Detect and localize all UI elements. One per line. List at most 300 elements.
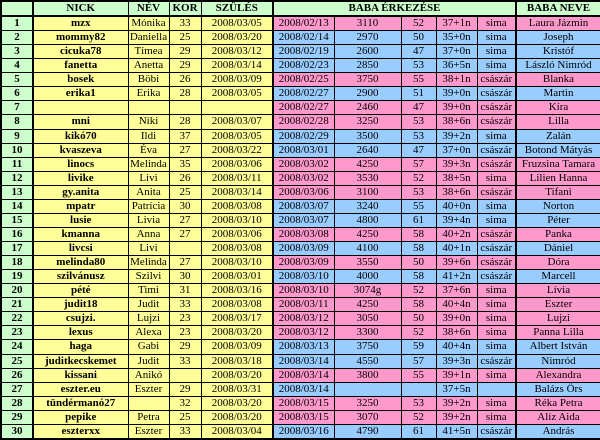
table-row xyxy=(1,340,600,354)
cell-kor: 30 xyxy=(169,270,201,284)
cell-baby-name: Kristóf xyxy=(516,45,600,59)
cell-baby-name: Alíz Aida xyxy=(516,410,600,424)
cell-gestation-week: 40+4n xyxy=(436,340,477,354)
cell-kor: 37 xyxy=(169,129,201,143)
cell-szules: 2008/03/20 xyxy=(201,410,273,424)
row-number: 21 xyxy=(1,298,33,312)
cell-nev: Lujzi xyxy=(128,312,169,326)
header-baba-neve: BABA NEVE xyxy=(516,1,600,16)
cell-birth-weight: 4000 xyxy=(334,270,401,284)
cell-nick: mpatr xyxy=(33,199,128,213)
cell-kor xyxy=(169,368,201,382)
cell-arrival-date: 2008/03/09 xyxy=(273,256,334,270)
cell-baby-name: Zalán xyxy=(516,129,600,143)
cell-baby-name: Botond Mátyás xyxy=(516,143,600,157)
cell-birth-length: 57 xyxy=(401,354,436,368)
cell-arrival-date: 2008/03/15 xyxy=(273,396,334,410)
cell-delivery-mode: császár xyxy=(477,227,516,241)
cell-birth-weight: 3070 xyxy=(334,410,401,424)
cell-nick: fanetta xyxy=(33,59,128,73)
cell-birth-length: 50 xyxy=(401,312,436,326)
cell-nev: Anita xyxy=(128,185,169,199)
header-nev: NÉV xyxy=(128,1,169,16)
cell-delivery-mode: sima xyxy=(477,368,516,382)
cell-birth-length: 58 xyxy=(401,242,436,256)
cell-baby-name: Eszter xyxy=(516,298,600,312)
cell-birth-weight: 2460 xyxy=(334,101,401,115)
cell-birth-length: 51 xyxy=(401,87,436,101)
cell-szules: 2008/03/11 xyxy=(201,171,273,185)
cell-baby-name: Péter xyxy=(516,213,600,227)
cell-gestation-week: 41+5n xyxy=(436,424,477,439)
cell-kor: 31 xyxy=(169,284,201,298)
cell-birth-weight: 3100 xyxy=(334,185,401,199)
cell-arrival-date: 2008/02/29 xyxy=(273,129,334,143)
cell-szules: 2008/03/31 xyxy=(201,382,273,396)
cell-arrival-date: 2008/03/14 xyxy=(273,354,334,368)
cell-birth-length: 53 xyxy=(401,129,436,143)
cell-gestation-week: 39+6n xyxy=(436,256,477,270)
cell-nick: erika1 xyxy=(33,87,128,101)
cell-szules: 2008/03/05 xyxy=(201,129,273,143)
cell-birth-length: 52 xyxy=(401,171,436,185)
cell-birth-length: 52 xyxy=(401,16,436,31)
row-number: 16 xyxy=(1,227,33,241)
cell-szules: 2008/03/06 xyxy=(201,157,273,171)
cell-arrival-date: 2008/03/12 xyxy=(273,312,334,326)
cell-gestation-week: 39+1n xyxy=(436,368,477,382)
table-row xyxy=(1,185,600,199)
table-row xyxy=(1,115,600,129)
cell-baby-name: Alexandra xyxy=(516,368,600,382)
cell-szules: 2008/03/20 xyxy=(201,396,273,410)
cell-birth-length: 52 xyxy=(401,410,436,424)
cell-nev: Eszter xyxy=(128,382,169,396)
row-number: 8 xyxy=(1,115,33,129)
cell-birth-weight: 3300 xyxy=(334,326,401,340)
cell-gestation-week: 37+0n xyxy=(436,143,477,157)
table-row xyxy=(1,312,600,326)
cell-birth-weight xyxy=(334,382,401,396)
cell-baby-name: András xyxy=(516,424,600,439)
cell-arrival-date: 2008/03/06 xyxy=(273,185,334,199)
cell-szules: 2008/03/06 xyxy=(201,227,273,241)
cell-baby-name: Dániel xyxy=(516,242,600,256)
cell-gestation-week: 39+2n xyxy=(436,129,477,143)
row-number: 23 xyxy=(1,326,33,340)
cell-nick: linocs xyxy=(33,157,128,171)
table-row xyxy=(1,213,600,227)
cell-nev: Tímea xyxy=(128,45,169,59)
cell-arrival-date: 2008/03/08 xyxy=(273,227,334,241)
cell-kor: 33 xyxy=(169,424,201,439)
cell-gestation-week: 38+5n xyxy=(436,171,477,185)
cell-baby-name: Martin xyxy=(516,87,600,101)
row-number: 26 xyxy=(1,368,33,382)
row-number: 9 xyxy=(1,129,33,143)
cell-kor: 32 xyxy=(169,396,201,410)
cell-arrival-date: 2008/03/01 xyxy=(273,143,334,157)
cell-birth-length: 61 xyxy=(401,213,436,227)
cell-kor: 25 xyxy=(169,410,201,424)
cell-birth-length: 55 xyxy=(401,368,436,382)
row-number: 17 xyxy=(1,242,33,256)
cell-gestation-week: 37+5n xyxy=(436,382,477,396)
cell-baby-name: Marcell xyxy=(516,270,600,284)
cell-arrival-date: 2008/03/10 xyxy=(273,270,334,284)
cell-birth-length: 47 xyxy=(401,45,436,59)
cell-arrival-date: 2008/02/28 xyxy=(273,115,334,129)
cell-birth-weight: 3240 xyxy=(334,199,401,213)
cell-szules: 2008/03/07 xyxy=(201,115,273,129)
cell-szules xyxy=(201,101,273,115)
cell-delivery-mode: sima xyxy=(477,31,516,45)
cell-nev: Mónika xyxy=(128,16,169,31)
cell-birth-weight: 4790 xyxy=(334,424,401,439)
table-row xyxy=(1,87,600,101)
cell-birth-length: 58 xyxy=(401,270,436,284)
cell-nev: Alexa xyxy=(128,326,169,340)
cell-szules: 2008/03/20 xyxy=(201,31,273,45)
cell-nick: kvaszeva xyxy=(33,143,128,157)
cell-delivery-mode: sima xyxy=(477,45,516,59)
cell-birth-weight: 2850 xyxy=(334,59,401,73)
table-row xyxy=(1,298,600,312)
cell-birth-length: 61 xyxy=(401,424,436,439)
table-row xyxy=(1,129,600,143)
cell-gestation-week: 37+1n xyxy=(436,16,477,31)
cell-nick: lexus xyxy=(33,326,128,340)
cell-kor: 28 xyxy=(169,115,201,129)
cell-szules: 2008/03/18 xyxy=(201,354,273,368)
cell-birth-weight: 4800 xyxy=(334,213,401,227)
cell-nev: Ildi xyxy=(128,129,169,143)
cell-nev: Livia xyxy=(128,213,169,227)
cell-nick: mzx xyxy=(33,16,128,31)
cell-delivery-mode: császár xyxy=(477,115,516,129)
cell-nev: Melinda xyxy=(128,256,169,270)
cell-gestation-week: 39+2n xyxy=(436,396,477,410)
cell-kor: 23 xyxy=(169,312,201,326)
cell-nev: Patrícia xyxy=(128,199,169,213)
cell-nick: csujzi. xyxy=(33,312,128,326)
cell-szules: 2008/03/09 xyxy=(201,340,273,354)
header-baba-erkezese: BABA ÉRKEZÉSE xyxy=(273,1,516,16)
cell-arrival-date: 2008/02/14 xyxy=(273,31,334,45)
cell-nev: Livi xyxy=(128,171,169,185)
cell-baby-name: László Nimród xyxy=(516,59,600,73)
cell-kor: 33 xyxy=(169,16,201,31)
cell-birth-length: 53 xyxy=(401,396,436,410)
cell-delivery-mode xyxy=(477,382,516,396)
row-number: 2 xyxy=(1,31,33,45)
cell-kor: 29 xyxy=(169,59,201,73)
cell-nick: gy.anita xyxy=(33,185,128,199)
cell-szules: 2008/03/16 xyxy=(201,284,273,298)
table-row xyxy=(1,101,600,115)
header-szules: SZÜLÉS xyxy=(201,1,273,16)
cell-arrival-date: 2008/02/27 xyxy=(273,87,334,101)
row-number: 24 xyxy=(1,340,33,354)
cell-arrival-date: 2008/03/16 xyxy=(273,424,334,439)
cell-nev: Livi xyxy=(128,242,169,256)
cell-birth-weight: 4100 xyxy=(334,242,401,256)
cell-baby-name: Lilien Hanna xyxy=(516,171,600,185)
cell-nick xyxy=(33,101,128,115)
cell-nev: Éva xyxy=(128,143,169,157)
cell-kor: 30 xyxy=(169,199,201,213)
cell-arrival-date: 2008/02/23 xyxy=(273,59,334,73)
cell-delivery-mode: sima xyxy=(477,213,516,227)
cell-szules: 2008/03/14 xyxy=(201,185,273,199)
cell-gestation-week: 38+6n xyxy=(436,326,477,340)
cell-birth-length: 53 xyxy=(401,185,436,199)
table-row xyxy=(1,326,600,340)
cell-kor: 28 xyxy=(169,87,201,101)
cell-kor: 25 xyxy=(169,185,201,199)
cell-delivery-mode: sima xyxy=(477,284,516,298)
table-row xyxy=(1,45,600,59)
cell-nick: mni xyxy=(33,115,128,129)
table-row xyxy=(1,242,600,256)
cell-nev: Erika xyxy=(128,87,169,101)
cell-kor: 26 xyxy=(169,171,201,185)
table-row xyxy=(1,256,600,270)
cell-arrival-date: 2008/03/07 xyxy=(273,199,334,213)
cell-birth-weight: 3250 xyxy=(334,396,401,410)
row-number: 27 xyxy=(1,382,33,396)
cell-birth-length: 53 xyxy=(401,59,436,73)
cell-birth-length: 47 xyxy=(401,101,436,115)
cell-birth-weight: 4250 xyxy=(334,298,401,312)
cell-arrival-date: 2008/02/27 xyxy=(273,101,334,115)
cell-delivery-mode: császár xyxy=(477,143,516,157)
cell-birth-length: 58 xyxy=(401,298,436,312)
cell-gestation-week: 40+2n xyxy=(436,227,477,241)
cell-arrival-date: 2008/03/11 xyxy=(273,298,334,312)
cell-nick: tündérmanó27 xyxy=(33,396,128,410)
cell-delivery-mode: császár xyxy=(477,185,516,199)
row-number: 19 xyxy=(1,270,33,284)
table-row xyxy=(1,199,600,213)
table-row xyxy=(1,354,600,368)
cell-gestation-week: 39+0n xyxy=(436,312,477,326)
cell-gestation-week: 40+0n xyxy=(436,199,477,213)
cell-kor: 33 xyxy=(169,298,201,312)
cell-nick: szilvánusz xyxy=(33,270,128,284)
cell-birth-weight: 3750 xyxy=(334,73,401,87)
cell-szules: 2008/03/04 xyxy=(201,424,273,439)
cell-kor: 23 xyxy=(169,326,201,340)
cell-birth-weight: 3550 xyxy=(334,256,401,270)
cell-nick: eszter.eu xyxy=(33,382,128,396)
cell-nick: livike xyxy=(33,171,128,185)
cell-birth-length: 52 xyxy=(401,326,436,340)
cell-nev xyxy=(128,101,169,115)
cell-nev: Anetta xyxy=(128,59,169,73)
cell-baby-name: Fruzsina Tamara xyxy=(516,157,600,171)
cell-baby-name: Laura Jázmin xyxy=(516,16,600,31)
row-number: 10 xyxy=(1,143,33,157)
row-number: 13 xyxy=(1,185,33,199)
cell-arrival-date: 2008/03/15 xyxy=(273,410,334,424)
cell-baby-name: Panka xyxy=(516,227,600,241)
cell-kor: 35 xyxy=(169,157,201,171)
cell-baby-name: Kíra xyxy=(516,101,600,115)
cell-birth-weight: 3500 xyxy=(334,129,401,143)
cell-delivery-mode: sima xyxy=(477,396,516,410)
cell-birth-weight: 4250 xyxy=(334,227,401,241)
cell-birth-length: 55 xyxy=(401,73,436,87)
cell-gestation-week: 35+0n xyxy=(436,31,477,45)
table-row xyxy=(1,368,600,382)
cell-baby-name: Joseph xyxy=(516,31,600,45)
cell-nick: cicuka78 xyxy=(33,45,128,59)
cell-arrival-date: 2008/03/12 xyxy=(273,326,334,340)
row-number: 25 xyxy=(1,354,33,368)
cell-arrival-date: 2008/02/13 xyxy=(273,16,334,31)
cell-szules: 2008/03/09 xyxy=(201,73,273,87)
cell-delivery-mode: császár xyxy=(477,270,516,284)
row-number: 6 xyxy=(1,87,33,101)
cell-delivery-mode: sima xyxy=(477,16,516,31)
cell-birth-length: 57 xyxy=(401,157,436,171)
cell-birth-length: 59 xyxy=(401,340,436,354)
cell-gestation-week: 40+4n xyxy=(436,298,477,312)
row-number: 18 xyxy=(1,256,33,270)
cell-arrival-date: 2008/03/07 xyxy=(273,213,334,227)
cell-birth-length xyxy=(401,382,436,396)
cell-baby-name: Panna Lilla xyxy=(516,326,600,340)
table-row xyxy=(1,157,600,171)
cell-birth-weight: 3074g xyxy=(334,284,401,298)
table-body xyxy=(1,16,600,439)
cell-arrival-date: 2008/03/14 xyxy=(273,368,334,382)
cell-nick: mommy82 xyxy=(33,31,128,45)
cell-delivery-mode: sima xyxy=(477,340,516,354)
cell-nick: haga xyxy=(33,340,128,354)
cell-szules: 2008/03/17 xyxy=(201,312,273,326)
cell-nick: judit18 xyxy=(33,298,128,312)
cell-gestation-week: 38+1n xyxy=(436,73,477,87)
table-row xyxy=(1,227,600,241)
table-row xyxy=(1,73,600,87)
cell-gestation-week: 39+2n xyxy=(436,410,477,424)
cell-nev: Anna xyxy=(128,227,169,241)
cell-kor: 29 xyxy=(169,340,201,354)
cell-nick: lusie xyxy=(33,213,128,227)
cell-birth-weight: 2900 xyxy=(334,87,401,101)
cell-birth-weight: 3050 xyxy=(334,312,401,326)
cell-gestation-week: 37+6n xyxy=(436,284,477,298)
row-number: 11 xyxy=(1,157,33,171)
cell-baby-name: Blanka xyxy=(516,73,600,87)
cell-birth-weight: 2600 xyxy=(334,45,401,59)
row-number: 14 xyxy=(1,199,33,213)
cell-gestation-week: 36+5n xyxy=(436,59,477,73)
cell-arrival-date: 2008/03/02 xyxy=(273,157,334,171)
cell-kor: 26 xyxy=(169,73,201,87)
row-number: 3 xyxy=(1,45,33,59)
cell-delivery-mode: sima xyxy=(477,129,516,143)
cell-birth-weight: 3750 xyxy=(334,340,401,354)
cell-nick: melinda80 xyxy=(33,256,128,270)
cell-delivery-mode: császár xyxy=(477,101,516,115)
row-number: 15 xyxy=(1,213,33,227)
cell-birth-length: 53 xyxy=(401,115,436,129)
cell-szules: 2008/03/08 xyxy=(201,242,273,256)
header-index xyxy=(1,1,33,16)
cell-szules: 2008/03/20 xyxy=(201,326,273,340)
cell-szules: 2008/03/14 xyxy=(201,59,273,73)
cell-birth-length: 52 xyxy=(401,284,436,298)
cell-nick: kissani xyxy=(33,368,128,382)
cell-kor xyxy=(169,101,201,115)
cell-nick: kikó70 xyxy=(33,129,128,143)
cell-birth-weight: 4250 xyxy=(334,157,401,171)
cell-kor: 29 xyxy=(169,382,201,396)
cell-nev: Anikó xyxy=(128,368,169,382)
cell-nev xyxy=(128,396,169,410)
cell-szules: 2008/03/10 xyxy=(201,256,273,270)
cell-nev: Niki xyxy=(128,115,169,129)
cell-nev: Szilvi xyxy=(128,270,169,284)
cell-arrival-date: 2008/02/19 xyxy=(273,45,334,59)
cell-delivery-mode: sima xyxy=(477,326,516,340)
cell-delivery-mode: sima xyxy=(477,199,516,213)
cell-arrival-date: 2008/03/10 xyxy=(273,284,334,298)
cell-kor: 27 xyxy=(169,143,201,157)
cell-baby-name: Tifani xyxy=(516,185,600,199)
row-number: 20 xyxy=(1,284,33,298)
cell-gestation-week: 39+3n xyxy=(436,157,477,171)
row-number: 30 xyxy=(1,424,33,439)
table-row xyxy=(1,396,600,410)
cell-delivery-mode: császár xyxy=(477,354,516,368)
row-number: 4 xyxy=(1,59,33,73)
cell-kor: 27 xyxy=(169,213,201,227)
cell-szules: 2008/03/12 xyxy=(201,45,273,59)
cell-birth-weight: 2970 xyxy=(334,31,401,45)
cell-kor: 27 xyxy=(169,227,201,241)
cell-szules: 2008/03/05 xyxy=(201,87,273,101)
cell-arrival-date: 2008/03/02 xyxy=(273,171,334,185)
cell-nev: Gabi xyxy=(128,340,169,354)
cell-gestation-week: 39+4n xyxy=(436,213,477,227)
cell-nick: livcsi xyxy=(33,242,128,256)
cell-delivery-mode: császár xyxy=(477,242,516,256)
table-row xyxy=(1,424,600,439)
cell-delivery-mode: császár xyxy=(477,157,516,171)
table-row xyxy=(1,382,600,396)
row-number: 22 xyxy=(1,312,33,326)
cell-szules: 2008/03/08 xyxy=(201,199,273,213)
cell-nev: Timi xyxy=(128,284,169,298)
cell-delivery-mode: császár xyxy=(477,73,516,87)
cell-baby-name: Albert István xyxy=(516,340,600,354)
row-number: 7 xyxy=(1,101,33,115)
cell-gestation-week: 39+3n xyxy=(436,354,477,368)
cell-delivery-mode: sima xyxy=(477,59,516,73)
row-number: 5 xyxy=(1,73,33,87)
cell-szules: 2008/03/10 xyxy=(201,213,273,227)
row-number: 28 xyxy=(1,396,33,410)
cell-nick: bosek xyxy=(33,73,128,87)
cell-gestation-week: 41+2n xyxy=(436,270,477,284)
cell-gestation-week: 38+6n xyxy=(436,115,477,129)
cell-gestation-week: 39+0n xyxy=(436,101,477,115)
cell-gestation-week: 40+1n xyxy=(436,242,477,256)
